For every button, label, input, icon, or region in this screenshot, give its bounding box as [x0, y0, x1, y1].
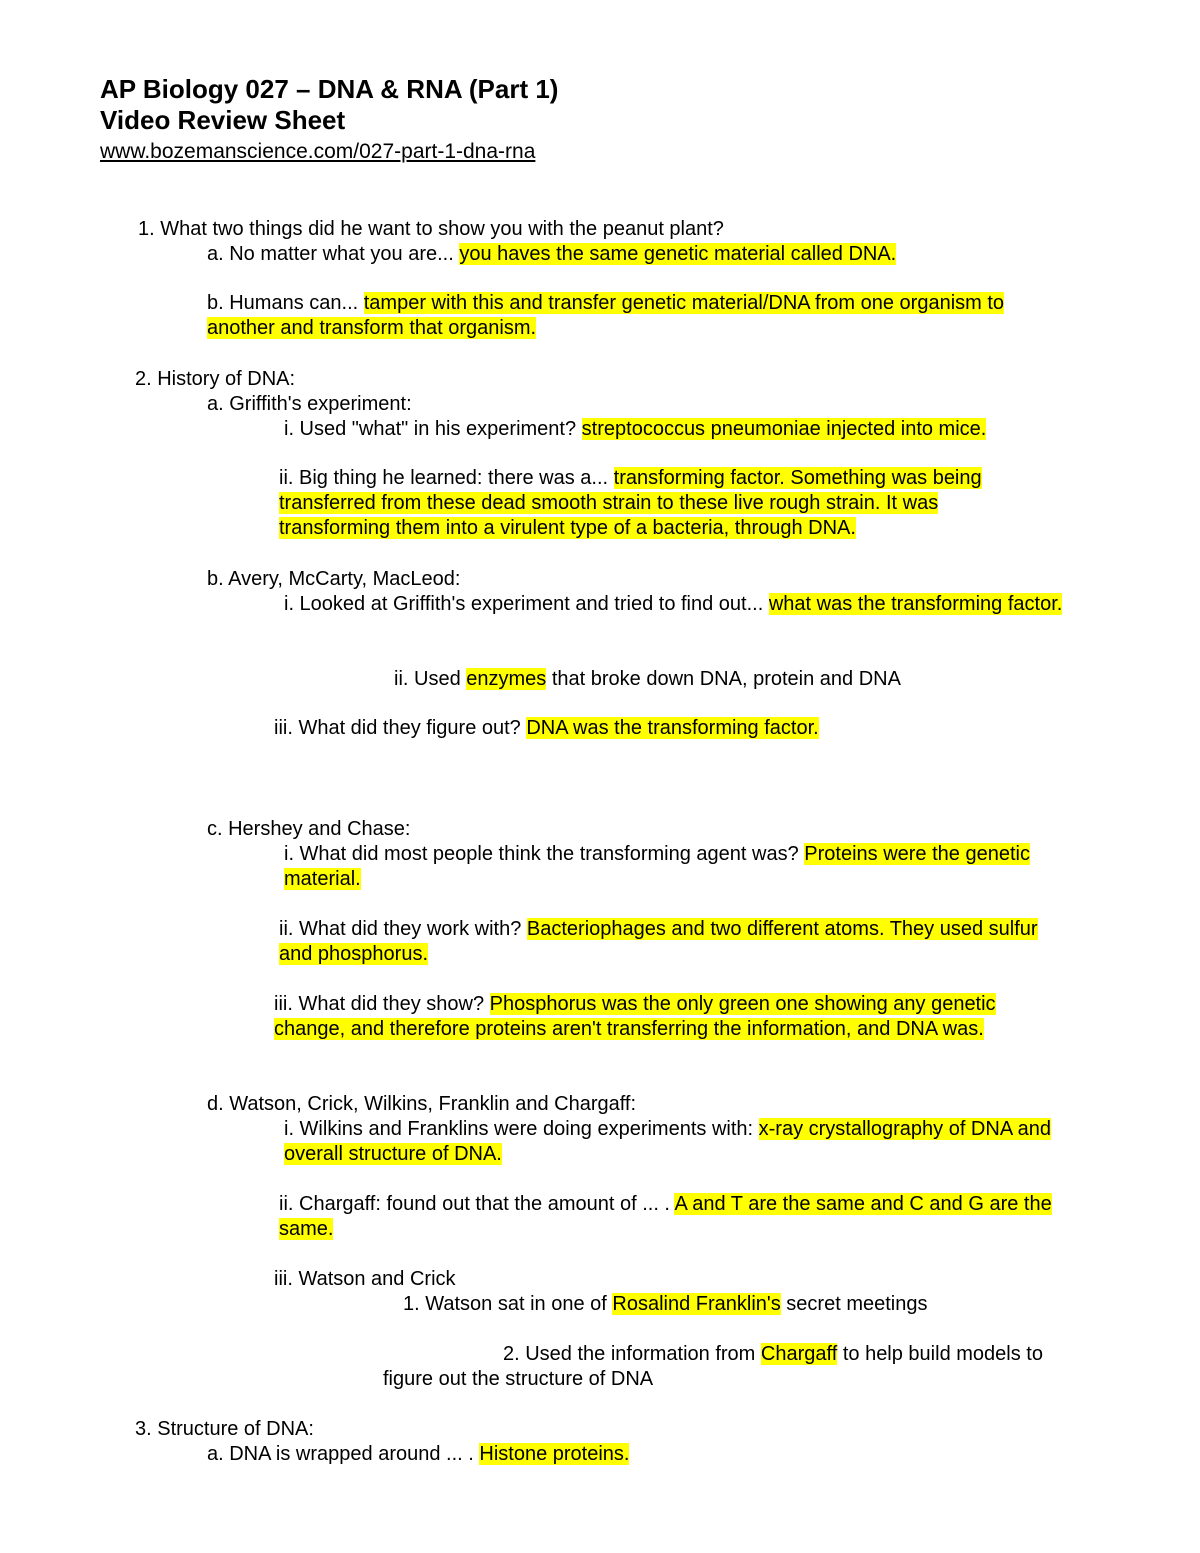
- q3a-prompt: a. DNA is wrapped around ... .: [207, 1443, 474, 1465]
- q1a-prompt: a. No matter what you are...: [207, 243, 454, 265]
- q2d-i-line: [284, 1117, 1074, 1167]
- q2b-i-prompt: i. Looked at Griffith's experiment and tried to find out...: [284, 593, 764, 615]
- q2d-iii-heading: iii. Watson and Crick: [274, 1268, 456, 1290]
- page-title: AP Biology 027 – DNA & RNA (Part 1): [100, 74, 559, 104]
- q1b-prompt: b. Humans can...: [207, 292, 359, 314]
- q2d-ii-prompt: ii. Chargaff: found out that the amount of ... .: [279, 1193, 670, 1215]
- q3-prompt: 3. Structure of DNA:: [135, 1418, 314, 1440]
- q1a-answer: you haves the same genetic material called DNA.: [459, 243, 897, 265]
- q2b-iii-line: [274, 716, 819, 741]
- q2b-heading: b. Avery, McCarty, MacLeod:: [207, 568, 461, 590]
- q2d-iii-2-line: [503, 1342, 1043, 1367]
- q2d-iii-1-pre: 1. Watson sat in one of: [403, 1293, 607, 1315]
- q2c-i-answer: Proteins were the genetic material.: [284, 843, 1030, 890]
- q2d-iii-2-answer: Chargaff: [760, 1343, 838, 1365]
- q2b-iii-answer: DNA was the transforming factor.: [526, 717, 819, 739]
- q2c-iii-answer: Phosphorus was the only green one showing any genetic change, and therefore proteins aren't transferring the information, and DNA was.: [274, 993, 996, 1040]
- q3a-answer: Histone proteins.: [479, 1443, 630, 1465]
- q2d-iii-2-pre: 2. Used the information from: [503, 1343, 756, 1365]
- q2d-iii-2-continued: figure out the structure of DNA: [383, 1368, 654, 1390]
- q2b-iii-prompt: iii. What did they figure out?: [274, 717, 521, 739]
- q2c-i-prompt: i. What did most people think the transforming agent was?: [284, 843, 799, 865]
- q2c-i-line: [284, 842, 1084, 892]
- q2d-ii-answer: A and T are the same and C and G are the same.: [279, 1193, 1052, 1240]
- q1b-line: [207, 291, 1067, 341]
- q2d-ii-line: [279, 1192, 1079, 1242]
- q2b-i-answer: what was the transforming factor.: [768, 593, 1063, 615]
- q1a-line: [207, 242, 896, 267]
- q2d-iii-2-post: to help build models to: [842, 1343, 1043, 1365]
- q2c-ii-answer: Bacteriophages and two different atoms. They used sulfur and phosphorus.: [279, 918, 1038, 965]
- q3a-line: [207, 1442, 629, 1467]
- q2a-i-answer: streptococcus pneumoniae injected into mice.: [581, 418, 987, 440]
- q2a-ii-line: [279, 466, 1049, 541]
- source-link[interactable]: www.bozemanscience.com/027-part-1-dna-rna: [100, 140, 536, 163]
- q2b-ii-post: that broke down DNA, protein and DNA: [551, 668, 901, 690]
- q2c-heading: c. Hershey and Chase:: [207, 818, 411, 840]
- q2a-ii-prompt: ii. Big thing he learned: there was a...: [279, 467, 609, 489]
- q2d-iii-1-post: secret meetings: [786, 1293, 928, 1315]
- q2b-ii-pre: ii. Used: [394, 668, 461, 690]
- q2b-ii-line: [394, 667, 901, 692]
- q2b-i-line: [284, 592, 1064, 617]
- q2c-ii-line: [279, 917, 1039, 967]
- q2c-iii-line: [274, 992, 1064, 1042]
- q1-prompt: 1. What two things did he want to show you with the peanut plant?: [138, 218, 724, 240]
- q2d-iii-1-answer: Rosalind Franklin's: [612, 1293, 781, 1315]
- q2d-iii-1-line: [403, 1292, 927, 1317]
- page-subtitle: Video Review Sheet: [100, 105, 346, 135]
- q2d-i-prompt: i. Wilkins and Franklins were doing experiments with:: [284, 1118, 754, 1140]
- q2d-i-answer: x-ray crystallography of DNA and overall structure of DNA.: [284, 1118, 1051, 1165]
- q2c-ii-prompt: ii. What did they work with?: [279, 918, 522, 940]
- q2a-heading: a. Griffith's experiment:: [207, 393, 412, 415]
- q2d-heading: d. Watson, Crick, Wilkins, Franklin and Chargaff:: [207, 1093, 637, 1115]
- q2a-ii-answer: transforming factor. Something was being transferred from these dead smooth strain to these live rough strain. It was transforming them into a virulent type of a bacteria, through DNA.: [279, 467, 982, 539]
- q1b-answer: tamper with this and transfer genetic material/DNA from one organism to another and transform that organism.: [207, 292, 1005, 339]
- q2c-iii-prompt: iii. What did they show?: [274, 993, 485, 1015]
- q2b-ii-answer: enzymes: [466, 668, 547, 690]
- q2a-i-line: [284, 417, 986, 442]
- q2a-i-prompt: i. Used "what" in his experiment?: [284, 418, 577, 440]
- q2-prompt: 2. History of DNA:: [135, 368, 296, 390]
